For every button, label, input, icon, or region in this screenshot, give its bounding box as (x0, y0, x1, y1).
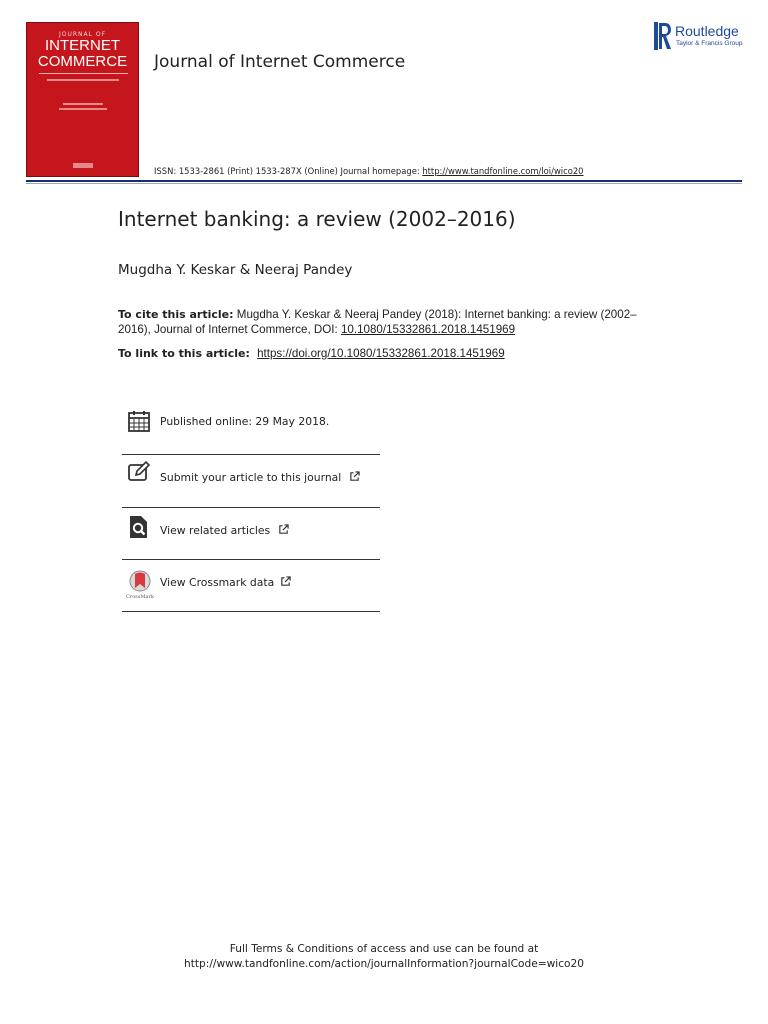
info-separator (122, 507, 380, 508)
citation-block (118, 307, 638, 337)
published-online-row (122, 406, 380, 458)
issn-text: ISSN: 1533-2861 (Print) 1533-287X (Online) Journal homepage: (154, 166, 420, 176)
publisher-name: Routledge (675, 23, 739, 39)
external-link-icon (349, 471, 360, 482)
cite-doi-link[interactable]: 10.1080/15332861.2018.1451969 (340, 323, 516, 336)
journal-title: Journal of Internet Commerce (154, 52, 406, 72)
crossmark-icon (125, 569, 155, 599)
external-link-icon (280, 576, 291, 587)
cover-journal-word: JOURNAL OF (58, 31, 107, 38)
article-link-line (118, 347, 505, 360)
journal-homepage-link[interactable]: http://www.tandfonline.com/loi/wico20 (422, 166, 584, 176)
info-separator (122, 559, 380, 560)
link-label: To link to this article: (118, 347, 250, 360)
document-search-icon (127, 515, 151, 539)
edit-icon (127, 460, 151, 484)
related-articles-row[interactable] (122, 513, 380, 565)
info-separator (122, 454, 380, 455)
cover-decor-line (59, 108, 107, 110)
calendar-icon (127, 409, 151, 433)
submit-article-label: Submit your article to this journal (160, 471, 342, 484)
cover-title-line1: INTERNET (45, 37, 120, 54)
footer-terms-link[interactable]: http://www.tandfonline.com/action/journalInformation?journalCode=wico20 (184, 958, 584, 970)
cover-title-line2: COMMERCE (37, 53, 128, 70)
header-rule-thin (26, 183, 742, 184)
article-authors: Mugdha Y. Keskar & Neeraj Pandey (118, 262, 353, 278)
header-rule (26, 180, 742, 182)
cover-decor-line (63, 103, 103, 105)
routledge-logo (654, 22, 746, 52)
issn-line (154, 166, 584, 176)
publisher-tagline: Taylor & Francis Group (676, 40, 743, 47)
journal-cover (26, 22, 139, 177)
info-separator (122, 611, 380, 612)
published-online-text: Published online: 29 May 2018. (160, 415, 330, 428)
cover-publisher-mark (73, 163, 93, 168)
routledge-r-icon (654, 22, 672, 50)
crossmark-logo-text: CrossMark (126, 594, 154, 599)
crossmark-link[interactable] (160, 576, 291, 589)
crossmark-label: View Crossmark data (160, 576, 275, 589)
cover-rule (39, 73, 128, 74)
external-link-icon (278, 524, 289, 535)
article-title: Internet banking: a review (2002–2016) (118, 207, 516, 231)
cover-decor-line (47, 79, 119, 81)
related-articles-label: View related articles (160, 524, 271, 537)
submit-article-row[interactable] (122, 460, 380, 512)
footer-terms (0, 942, 768, 972)
cite-label: To cite this article: (118, 308, 234, 321)
related-articles-link[interactable] (160, 524, 289, 537)
submit-article-link[interactable] (160, 471, 360, 484)
crossmark-row[interactable] (122, 565, 380, 617)
article-doi-link[interactable]: https://doi.org/10.1080/15332861.2018.1451969 (257, 347, 505, 360)
footer-line1: Full Terms & Conditions of access and use can be found at (229, 943, 539, 955)
cite-text: Mugdha Y. Keskar & Neeraj Pandey (2018): Internet banking: a review (2002–2016), Journal of Internet Commerce, DOI: (118, 308, 637, 336)
